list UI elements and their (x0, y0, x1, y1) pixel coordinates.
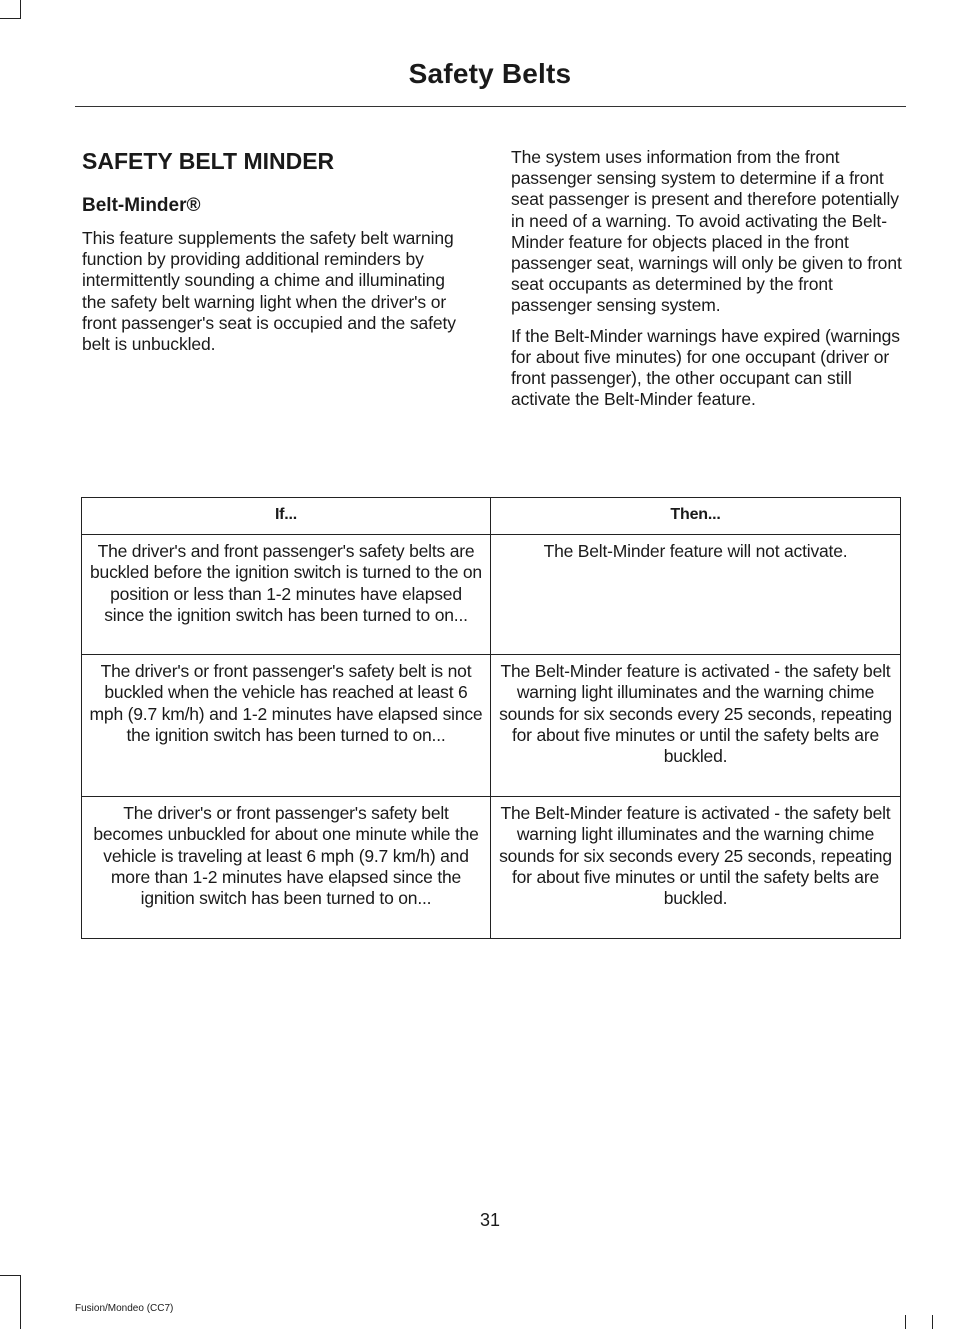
table-cell-condition: The driver's and front passenger's safety belts are buckled before the ignition switch is turned to the on position or less than 1-2 minutes have elapsed since the ignition switch has been turned to on... (82, 535, 491, 655)
header-divider (75, 106, 906, 107)
crop-mark-top-left-vertical (20, 0, 21, 18)
sub-title: Belt-Minder® (82, 195, 201, 216)
table-cell-condition: The driver's or front passenger's safety belt is not buckled when the vehicle has reached at least 6 mph (9.7 km/h) and 1-2 minutes have elapsed since the ignition switch has been turned to on... (82, 655, 491, 797)
section-title: SAFETY BELT MINDER (82, 148, 335, 174)
left-column (82, 146, 466, 364)
right-column (511, 147, 903, 419)
crop-mark-bottom-left-horizontal (0, 1275, 21, 1276)
table-row (82, 797, 901, 939)
crop-mark-bottom-right-vertical-a (932, 1315, 933, 1329)
table-header-if: If... (82, 498, 491, 535)
page-number: 31 (479, 1210, 501, 1230)
footer-model: Fusion/Mondeo (CC7) (75, 1303, 174, 1314)
sensing-system-paragraph: The system uses information from the front passenger sensing system to determine if a front seat passenger is present and therefore potentially in need of a warning. To avoid activating the Belt-Minder feature for objects placed in the front passenger seat, warnings will only be given to front seat occupants as determined by the front passenger sensing system. (511, 147, 902, 316)
crop-mark-bottom-right-vertical-b (905, 1315, 906, 1329)
table-cell-result: The Belt-Minder feature is activated - the safety belt warning light illuminates and the warning chime sounds for six seconds every 25 seconds, repeating for about five minutes or until the safety belts are buckled. (491, 655, 901, 797)
crop-mark-bottom-left-vertical (20, 1275, 21, 1329)
table-row (82, 655, 901, 797)
table-cell-condition: The driver's or front passenger's safety belt becomes unbuckled for about one minute while the vehicle is traveling at least 6 mph (9.7 km/h) and more than 1-2 minutes have elapsed since the ignition switch has been turned to on... (82, 797, 491, 939)
table-header-row (82, 498, 901, 535)
table-row (82, 535, 901, 655)
belt-minder-table (81, 497, 901, 939)
table-header-then: Then... (491, 498, 901, 535)
table-cell-result: The Belt-Minder feature is activated - the safety belt warning light illuminates and the warning chime sounds for six seconds every 25 seconds, repeating for about five minutes or until the safety belts are buckled. (491, 797, 901, 939)
crop-mark-top-left-horizontal (0, 18, 21, 19)
page-header-title: Safety Belts (408, 58, 572, 89)
intro-paragraph: This feature supplements the safety belt warning function by providing additional reminders by intermittently sounding a chime and illuminating the safety belt warning light when the driver's or front passenger's seat is occupied and the safety belt is unbuckled. (82, 228, 456, 355)
expired-warnings-paragraph: If the Belt-Minder warnings have expired (warnings for about five minutes) for one occupant (driver or front passenger), the other occupant can still activate the Belt-Minder feature. (511, 325, 900, 410)
table-cell-result: The Belt-Minder feature will not activate. (491, 535, 901, 655)
